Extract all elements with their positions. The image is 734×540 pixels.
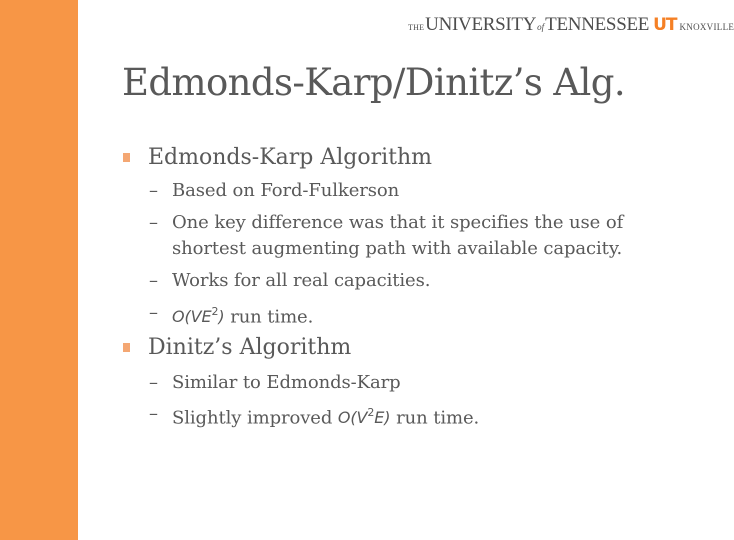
list-item-text: run time.: [396, 407, 480, 429]
bullet-icon: [123, 153, 130, 162]
orange-sidebar: [0, 0, 78, 540]
complexity-formula: $O(V^2E)$: [337, 406, 391, 428]
dash-marker: –: [149, 212, 158, 233]
dash-marker: –: [149, 302, 158, 323]
dash-marker: –: [149, 270, 158, 291]
list-item: Similar to Edmonds-Karp: [172, 372, 401, 393]
dash-marker: –: [149, 372, 158, 393]
dash-marker: –: [149, 403, 158, 424]
university-logo: [408, 14, 734, 36]
logo-knoxville: KNOXVILLE: [679, 22, 734, 32]
logo-university: UNIVERSITY: [425, 14, 537, 35]
logo-of: of: [537, 22, 545, 32]
list-item-text: run time.: [230, 306, 314, 328]
section-heading: Dinitz’s Algorithm: [148, 335, 352, 360]
list-item: [172, 401, 479, 431]
dash-marker: –: [149, 180, 158, 201]
logo-tennessee: TENNESSEE: [545, 14, 650, 35]
list-item: One key difference was that it specifies the use of: [172, 212, 624, 233]
section-heading: Edmonds-Karp Algorithm: [148, 145, 433, 170]
list-item-text: Slightly improved: [172, 407, 333, 429]
complexity-formula: $O(VE^2)$: [172, 305, 225, 327]
list-item: Based on Ford-Fulkerson: [172, 180, 400, 201]
list-item-continuation: shortest augmenting path with available capacity.: [172, 238, 623, 259]
bullet-icon: [123, 343, 130, 352]
list-item: Works for all real capacities.: [172, 270, 431, 291]
logo-the: THE: [408, 23, 425, 32]
list-item: [172, 300, 313, 330]
ut-logo-mark: UT: [653, 15, 677, 35]
slide-title: Edmonds-Karp/Dinitz’s Alg.: [122, 61, 626, 104]
